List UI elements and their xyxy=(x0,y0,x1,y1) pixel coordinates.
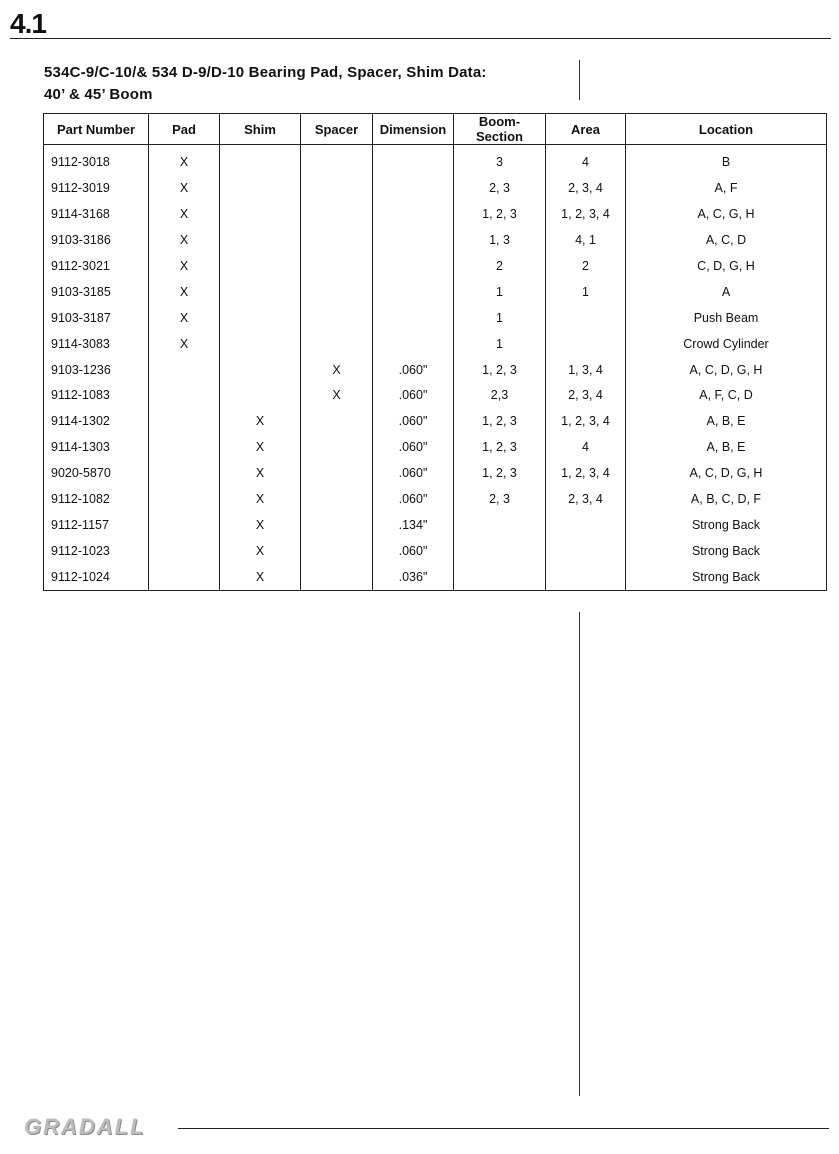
table-row xyxy=(44,383,827,409)
cell-shim: X xyxy=(220,434,301,460)
table-row xyxy=(44,145,827,176)
cell-dimension xyxy=(373,253,454,279)
cell-pad xyxy=(149,512,220,538)
cell-shim xyxy=(220,279,301,305)
cell-area: 1, 2, 3, 4 xyxy=(546,201,626,227)
cell-boom-section: 1 xyxy=(454,331,546,357)
cell-spacer xyxy=(301,486,373,512)
cell-part-number: 9103-3186 xyxy=(44,227,149,253)
column-header-area: Area xyxy=(546,114,626,145)
cell-area: 2, 3, 4 xyxy=(546,486,626,512)
title-line-2: 40’ & 45’ Boom xyxy=(44,86,153,103)
cell-dimension: .036" xyxy=(373,564,454,591)
table-row xyxy=(44,357,827,383)
cell-boom-section xyxy=(454,564,546,591)
section-number: 4.1 xyxy=(10,8,46,39)
cell-spacer: X xyxy=(301,357,373,383)
page-title xyxy=(44,62,564,106)
column-header-shim: Shim xyxy=(220,114,301,145)
cell-area: 1, 3, 4 xyxy=(546,357,626,383)
gradall-logo: GRADALL xyxy=(24,1114,146,1139)
cell-area: 2 xyxy=(546,253,626,279)
cell-pad xyxy=(149,564,220,591)
cell-boom-section: 1 xyxy=(454,305,546,331)
cell-area: 1, 2, 3, 4 xyxy=(546,460,626,486)
cell-part-number: 9112-1157 xyxy=(44,512,149,538)
column-divider-top xyxy=(579,60,580,100)
cell-area: 4 xyxy=(546,434,626,460)
cell-area: 1, 2, 3, 4 xyxy=(546,408,626,434)
column-header-part-number: Part Number xyxy=(44,114,149,145)
cell-location: A, B, E xyxy=(626,408,827,434)
column-divider-bottom xyxy=(579,612,580,1096)
cell-shim: X xyxy=(220,564,301,591)
cell-area xyxy=(546,512,626,538)
cell-part-number: 9114-1303 xyxy=(44,434,149,460)
cell-boom-section: 1, 2, 3 xyxy=(454,434,546,460)
cell-spacer xyxy=(301,434,373,460)
cell-shim: X xyxy=(220,538,301,564)
cell-shim xyxy=(220,305,301,331)
column-header-dimension: Dimension xyxy=(373,114,454,145)
cell-area xyxy=(546,305,626,331)
cell-spacer xyxy=(301,305,373,331)
cell-location: A, B, C, D, F xyxy=(626,486,827,512)
cell-part-number: 9112-1023 xyxy=(44,538,149,564)
cell-part-number: 9103-3187 xyxy=(44,305,149,331)
table-row xyxy=(44,408,827,434)
cell-pad xyxy=(149,408,220,434)
cell-shim xyxy=(220,201,301,227)
cell-boom-section: 2 xyxy=(454,253,546,279)
cell-boom-section: 1 xyxy=(454,279,546,305)
table-row xyxy=(44,253,827,279)
cell-shim xyxy=(220,253,301,279)
cell-spacer xyxy=(301,331,373,357)
cell-boom-section: 1, 3 xyxy=(454,227,546,253)
cell-dimension: .060" xyxy=(373,486,454,512)
cell-location: C, D, G, H xyxy=(626,253,827,279)
cell-shim: X xyxy=(220,512,301,538)
table-row xyxy=(44,279,827,305)
cell-location: Strong Back xyxy=(626,512,827,538)
cell-spacer xyxy=(301,512,373,538)
cell-spacer xyxy=(301,279,373,305)
cell-location: A, C, D, G, H xyxy=(626,460,827,486)
cell-location: Push Beam xyxy=(626,305,827,331)
cell-area: 4, 1 xyxy=(546,227,626,253)
cell-boom-section: 3 xyxy=(454,145,546,176)
cell-area xyxy=(546,538,626,564)
cell-part-number: 9114-3083 xyxy=(44,331,149,357)
cell-boom-section xyxy=(454,512,546,538)
cell-spacer: X xyxy=(301,383,373,409)
cell-shim xyxy=(220,175,301,201)
cell-spacer xyxy=(301,408,373,434)
cell-dimension: .060" xyxy=(373,408,454,434)
cell-spacer xyxy=(301,175,373,201)
cell-part-number: 9103-3185 xyxy=(44,279,149,305)
table-row xyxy=(44,564,827,591)
cell-part-number: 9114-1302 xyxy=(44,408,149,434)
cell-location: B xyxy=(626,145,827,176)
cell-shim xyxy=(220,331,301,357)
cell-location: Strong Back xyxy=(626,538,827,564)
table-row xyxy=(44,460,827,486)
cell-dimension xyxy=(373,175,454,201)
cell-part-number: 9112-3021 xyxy=(44,253,149,279)
table-row xyxy=(44,512,827,538)
column-header-location: Location xyxy=(626,114,827,145)
cell-spacer xyxy=(301,227,373,253)
cell-part-number: 9112-1083 xyxy=(44,383,149,409)
cell-spacer xyxy=(301,201,373,227)
cell-pad: X xyxy=(149,201,220,227)
cell-location: A, C, D, G, H xyxy=(626,357,827,383)
cell-shim: X xyxy=(220,486,301,512)
cell-pad xyxy=(149,460,220,486)
cell-pad xyxy=(149,486,220,512)
table-row xyxy=(44,305,827,331)
cell-pad xyxy=(149,383,220,409)
cell-boom-section: 1, 2, 3 xyxy=(454,357,546,383)
cell-shim xyxy=(220,227,301,253)
cell-area xyxy=(546,564,626,591)
cell-dimension: .060" xyxy=(373,538,454,564)
cell-boom-section: 2,3 xyxy=(454,383,546,409)
cell-dimension xyxy=(373,331,454,357)
cell-pad: X xyxy=(149,175,220,201)
cell-location: A, C, G, H xyxy=(626,201,827,227)
cell-area xyxy=(546,331,626,357)
cell-pad xyxy=(149,357,220,383)
cell-area: 4 xyxy=(546,145,626,176)
cell-part-number: 9112-1082 xyxy=(44,486,149,512)
cell-pad: X xyxy=(149,145,220,176)
cell-pad xyxy=(149,434,220,460)
table-row xyxy=(44,538,827,564)
cell-area: 2, 3, 4 xyxy=(546,383,626,409)
cell-dimension xyxy=(373,279,454,305)
cell-boom-section: 2, 3 xyxy=(454,175,546,201)
cell-part-number: 9103-1236 xyxy=(44,357,149,383)
cell-location: A, F, C, D xyxy=(626,383,827,409)
column-header-boom-section: Boom-Section xyxy=(454,114,546,145)
parts-table xyxy=(43,113,827,591)
cell-pad: X xyxy=(149,305,220,331)
cell-location: A, F xyxy=(626,175,827,201)
cell-dimension: .134" xyxy=(373,512,454,538)
title-line-1: 534C-9/C-10/& 534 D-9/D-10 Bearing Pad, Spacer, Shim Data: xyxy=(44,64,487,81)
cell-location: Crowd Cylinder xyxy=(626,331,827,357)
footer-rule xyxy=(178,1128,829,1129)
cell-spacer xyxy=(301,145,373,176)
cell-dimension xyxy=(373,305,454,331)
table-row xyxy=(44,201,827,227)
cell-area: 2, 3, 4 xyxy=(546,175,626,201)
table-row xyxy=(44,175,827,201)
cell-boom-section xyxy=(454,538,546,564)
cell-boom-section: 2, 3 xyxy=(454,486,546,512)
cell-dimension xyxy=(373,201,454,227)
cell-part-number: 9114-3168 xyxy=(44,201,149,227)
cell-shim xyxy=(220,357,301,383)
cell-dimension: .060" xyxy=(373,434,454,460)
cell-dimension xyxy=(373,227,454,253)
cell-pad: X xyxy=(149,227,220,253)
cell-pad xyxy=(149,538,220,564)
cell-dimension: .060" xyxy=(373,383,454,409)
cell-area: 1 xyxy=(546,279,626,305)
cell-shim: X xyxy=(220,460,301,486)
table-row xyxy=(44,486,827,512)
column-header-pad: Pad xyxy=(149,114,220,145)
cell-part-number: 9112-3019 xyxy=(44,175,149,201)
cell-pad: X xyxy=(149,253,220,279)
cell-boom-section: 1, 2, 3 xyxy=(454,201,546,227)
column-header-spacer: Spacer xyxy=(301,114,373,145)
cell-location: Strong Back xyxy=(626,564,827,591)
table-body xyxy=(44,145,827,591)
table-header-row xyxy=(44,114,827,145)
cell-location: A xyxy=(626,279,827,305)
cell-boom-section: 1, 2, 3 xyxy=(454,408,546,434)
table-row xyxy=(44,331,827,357)
cell-spacer xyxy=(301,564,373,591)
cell-spacer xyxy=(301,538,373,564)
cell-pad: X xyxy=(149,331,220,357)
cell-spacer xyxy=(301,460,373,486)
cell-shim xyxy=(220,145,301,176)
cell-part-number: 9020-5870 xyxy=(44,460,149,486)
cell-part-number: 9112-3018 xyxy=(44,145,149,176)
cell-spacer xyxy=(301,253,373,279)
cell-location: A, C, D xyxy=(626,227,827,253)
cell-shim xyxy=(220,383,301,409)
cell-dimension: .060" xyxy=(373,460,454,486)
table-row xyxy=(44,434,827,460)
table-row xyxy=(44,227,827,253)
cell-dimension xyxy=(373,145,454,176)
header-rule xyxy=(10,38,831,39)
cell-location: A, B, E xyxy=(626,434,827,460)
cell-boom-section: 1, 2, 3 xyxy=(454,460,546,486)
cell-part-number: 9112-1024 xyxy=(44,564,149,591)
cell-shim: X xyxy=(220,408,301,434)
cell-dimension: .060" xyxy=(373,357,454,383)
cell-pad: X xyxy=(149,279,220,305)
